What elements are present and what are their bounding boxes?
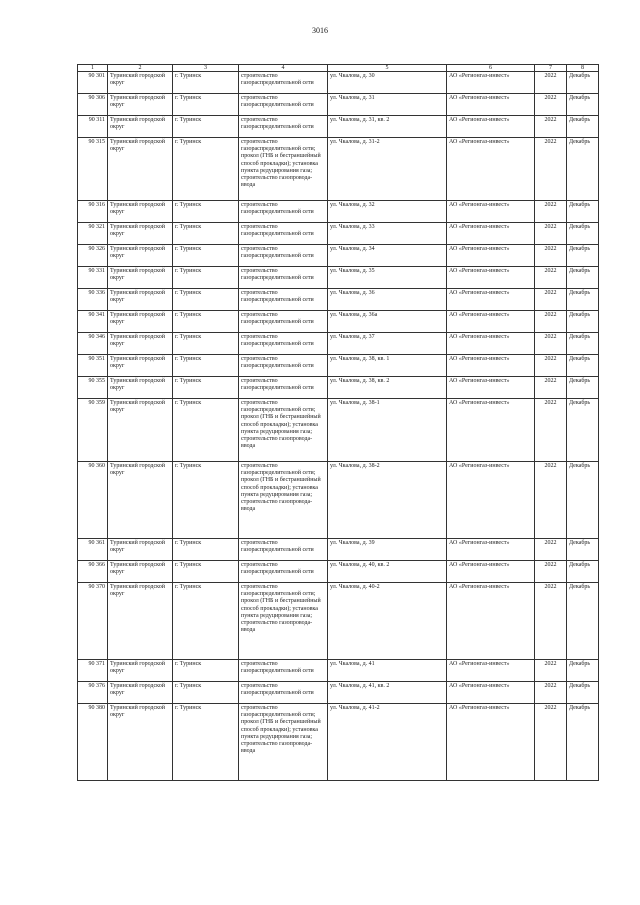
district-cell: Туринский городской округ: [108, 682, 173, 704]
table-row: [78, 462, 599, 539]
address-cell: ул. Чкалова, д. 36а: [328, 311, 447, 333]
locality-cell: г. Туринск: [173, 94, 239, 116]
address-cell: ул. Чкалова, д. 31: [328, 94, 447, 116]
locality-cell: г. Туринск: [173, 561, 239, 583]
table-row: [78, 660, 599, 682]
locality-cell: г. Туринск: [173, 399, 239, 462]
work-description-cell: строительство газораспределительной сети; прокол (ГНБ и бестраншейный способ прокладки); установка пункта редуцирования газа; строительство газопровода-ввода: [239, 399, 328, 462]
month-cell: Декабрь: [567, 72, 599, 94]
address-cell: ул. Чкалова, д. 30: [328, 72, 447, 94]
work-description-cell: строительство газораспределительной сети: [239, 377, 328, 399]
locality-cell: г. Туринск: [173, 539, 239, 561]
table-row: [78, 116, 599, 138]
district-cell: Туринский городской округ: [108, 462, 173, 539]
district-cell: Туринский городской округ: [108, 311, 173, 333]
locality-cell: г. Туринск: [173, 72, 239, 94]
month-cell: Декабрь: [567, 462, 599, 539]
organization-cell: АО «Регионгаз-инвест»: [447, 355, 535, 377]
page-number: 3016: [312, 26, 328, 35]
column-number: 2: [108, 65, 173, 72]
year-cell: 2022: [535, 355, 567, 377]
column-number: 4: [239, 65, 328, 72]
table-row: [78, 201, 599, 223]
month-cell: Декабрь: [567, 333, 599, 355]
month-cell: Декабрь: [567, 94, 599, 116]
organization-cell: АО «Регионгаз-инвест»: [447, 72, 535, 94]
row-id-cell: 90 376: [78, 682, 108, 704]
year-cell: 2022: [535, 539, 567, 561]
organization-cell: АО «Регионгаз-инвест»: [447, 267, 535, 289]
address-cell: ул. Чкалова, д. 41-2: [328, 704, 447, 781]
year-cell: 2022: [535, 377, 567, 399]
address-cell: ул. Чкалова, д. 31, кв. 2: [328, 116, 447, 138]
year-cell: 2022: [535, 583, 567, 660]
work-description-cell: строительство газораспределительной сети: [239, 660, 328, 682]
year-cell: 2022: [535, 94, 567, 116]
address-cell: ул. Чкалова, д. 36: [328, 289, 447, 311]
district-cell: Туринский городской округ: [108, 245, 173, 267]
district-cell: Туринский городской округ: [108, 377, 173, 399]
district-cell: Туринский городской округ: [108, 267, 173, 289]
locality-cell: г. Туринск: [173, 245, 239, 267]
month-cell: Декабрь: [567, 539, 599, 561]
district-cell: Туринский городской округ: [108, 539, 173, 561]
work-description-cell: строительство газораспределительной сети; прокол (ГНБ и бестраншейный способ прокладки); установка пункта редуцирования газа; строительство газопровода-ввода: [239, 583, 328, 660]
table-row: [78, 583, 599, 660]
row-id-cell: 90 351: [78, 355, 108, 377]
month-cell: Декабрь: [567, 377, 599, 399]
month-cell: Декабрь: [567, 116, 599, 138]
row-id-cell: 90 359: [78, 399, 108, 462]
district-cell: Туринский городской округ: [108, 561, 173, 583]
year-cell: 2022: [535, 311, 567, 333]
organization-cell: АО «Регионгаз-инвест»: [447, 333, 535, 355]
row-id-cell: 90 360: [78, 462, 108, 539]
year-cell: 2022: [535, 462, 567, 539]
month-cell: Декабрь: [567, 704, 599, 781]
address-cell: ул. Чкалова, д. 41, кв. 2: [328, 682, 447, 704]
address-cell: ул. Чкалова, д. 40, кв. 2: [328, 561, 447, 583]
column-number: 1: [78, 65, 108, 72]
month-cell: Декабрь: [567, 201, 599, 223]
organization-cell: АО «Регионгаз-инвест»: [447, 539, 535, 561]
month-cell: Декабрь: [567, 138, 599, 201]
month-cell: Декабрь: [567, 223, 599, 245]
address-cell: ул. Чкалова, д. 37: [328, 333, 447, 355]
row-id-cell: 90 366: [78, 561, 108, 583]
year-cell: 2022: [535, 682, 567, 704]
district-cell: Туринский городской округ: [108, 116, 173, 138]
year-cell: 2022: [535, 201, 567, 223]
gasification-schedule-table: [77, 64, 599, 781]
address-cell: ул. Чкалова, д. 38, кв. 1: [328, 355, 447, 377]
locality-cell: г. Туринск: [173, 660, 239, 682]
locality-cell: г. Туринск: [173, 201, 239, 223]
work-description-cell: строительство газораспределительной сети: [239, 355, 328, 377]
year-cell: 2022: [535, 245, 567, 267]
table-body: [78, 65, 599, 781]
year-cell: 2022: [535, 138, 567, 201]
table-row: [78, 355, 599, 377]
address-cell: ул. Чкалова, д. 39: [328, 539, 447, 561]
row-id-cell: 90 346: [78, 333, 108, 355]
organization-cell: АО «Регионгаз-инвест»: [447, 311, 535, 333]
organization-cell: АО «Регионгаз-инвест»: [447, 660, 535, 682]
year-cell: 2022: [535, 399, 567, 462]
month-cell: Декабрь: [567, 355, 599, 377]
table-row: [78, 72, 599, 94]
organization-cell: АО «Регионгаз-инвест»: [447, 462, 535, 539]
organization-cell: АО «Регионгаз-инвест»: [447, 704, 535, 781]
column-number-row: [78, 65, 599, 72]
address-cell: ул. Чкалова, д. 31-2: [328, 138, 447, 201]
organization-cell: АО «Регионгаз-инвест»: [447, 561, 535, 583]
year-cell: 2022: [535, 72, 567, 94]
locality-cell: г. Туринск: [173, 682, 239, 704]
column-number: 8: [567, 65, 599, 72]
work-description-cell: строительство газораспределительной сети: [239, 539, 328, 561]
address-cell: ул. Чкалова, д. 38-2: [328, 462, 447, 539]
address-cell: ул. Чкалова, д. 41: [328, 660, 447, 682]
table-row: [78, 399, 599, 462]
work-description-cell: строительство газораспределительной сети: [239, 682, 328, 704]
district-cell: Туринский городской округ: [108, 94, 173, 116]
row-id-cell: 90 311: [78, 116, 108, 138]
row-id-cell: 90 370: [78, 583, 108, 660]
locality-cell: г. Туринск: [173, 583, 239, 660]
district-cell: Туринский городской округ: [108, 355, 173, 377]
district-cell: Туринский городской округ: [108, 223, 173, 245]
locality-cell: г. Туринск: [173, 289, 239, 311]
work-description-cell: строительство газораспределительной сети; прокол (ГНБ и бестраншейный способ прокладки); установка пункта редуцирования газа; строительство газопровода-ввода: [239, 138, 328, 201]
table-row: [78, 561, 599, 583]
work-description-cell: строительство газораспределительной сети: [239, 223, 328, 245]
month-cell: Декабрь: [567, 660, 599, 682]
work-description-cell: строительство газораспределительной сети: [239, 116, 328, 138]
table-row: [78, 267, 599, 289]
organization-cell: АО «Регионгаз-инвест»: [447, 138, 535, 201]
table-row: [78, 311, 599, 333]
district-cell: Туринский городской округ: [108, 660, 173, 682]
organization-cell: АО «Регионгаз-инвест»: [447, 377, 535, 399]
month-cell: Декабрь: [567, 311, 599, 333]
table-row: [78, 333, 599, 355]
locality-cell: г. Туринск: [173, 333, 239, 355]
year-cell: 2022: [535, 333, 567, 355]
table-row: [78, 245, 599, 267]
table-row: [78, 223, 599, 245]
work-description-cell: строительство газораспределительной сети: [239, 201, 328, 223]
year-cell: 2022: [535, 289, 567, 311]
month-cell: Декабрь: [567, 289, 599, 311]
row-id-cell: 90 336: [78, 289, 108, 311]
year-cell: 2022: [535, 267, 567, 289]
work-description-cell: строительство газораспределительной сети: [239, 561, 328, 583]
work-description-cell: строительство газораспределительной сети: [239, 333, 328, 355]
district-cell: Туринский городской округ: [108, 201, 173, 223]
table-row: [78, 377, 599, 399]
column-number: 7: [535, 65, 567, 72]
row-id-cell: 90 326: [78, 245, 108, 267]
row-id-cell: 90 371: [78, 660, 108, 682]
year-cell: 2022: [535, 116, 567, 138]
row-id-cell: 90 361: [78, 539, 108, 561]
organization-cell: АО «Регионгаз-инвест»: [447, 682, 535, 704]
locality-cell: г. Туринск: [173, 116, 239, 138]
district-cell: Туринский городской округ: [108, 289, 173, 311]
year-cell: 2022: [535, 704, 567, 781]
address-cell: ул. Чкалова, д. 38-1: [328, 399, 447, 462]
work-description-cell: строительство газораспределительной сети: [239, 311, 328, 333]
year-cell: 2022: [535, 660, 567, 682]
table-row: [78, 682, 599, 704]
row-id-cell: 90 355: [78, 377, 108, 399]
organization-cell: АО «Регионгаз-инвест»: [447, 94, 535, 116]
month-cell: Декабрь: [567, 583, 599, 660]
work-description-cell: строительство газораспределительной сети: [239, 94, 328, 116]
row-id-cell: 90 316: [78, 201, 108, 223]
organization-cell: АО «Регионгаз-инвест»: [447, 223, 535, 245]
table-row: [78, 94, 599, 116]
address-cell: ул. Чкалова, д. 35: [328, 267, 447, 289]
month-cell: Декабрь: [567, 267, 599, 289]
district-cell: Туринский городской округ: [108, 72, 173, 94]
organization-cell: АО «Регионгаз-инвест»: [447, 201, 535, 223]
row-id-cell: 90 341: [78, 311, 108, 333]
work-description-cell: строительство газораспределительной сети; прокол (ГНБ и бестраншейный способ прокладки); установка пункта редуцирования газа; строительство газопровода-ввода: [239, 462, 328, 539]
row-id-cell: 90 301: [78, 72, 108, 94]
work-description-cell: строительство газораспределительной сети: [239, 245, 328, 267]
table-row: [78, 138, 599, 201]
locality-cell: г. Туринск: [173, 704, 239, 781]
table-row: [78, 704, 599, 781]
locality-cell: г. Туринск: [173, 267, 239, 289]
month-cell: Декабрь: [567, 682, 599, 704]
work-description-cell: строительство газораспределительной сети; прокол (ГНБ и бестраншейный способ прокладки); установка пункта редуцирования газа; строительство газопровода-ввода: [239, 704, 328, 781]
table-row: [78, 289, 599, 311]
district-cell: Туринский городской округ: [108, 138, 173, 201]
month-cell: Декабрь: [567, 399, 599, 462]
district-cell: Туринский городской округ: [108, 399, 173, 462]
locality-cell: г. Туринск: [173, 223, 239, 245]
address-cell: ул. Чкалова, д. 33: [328, 223, 447, 245]
district-cell: Туринский городской округ: [108, 583, 173, 660]
column-number: 3: [173, 65, 239, 72]
month-cell: Декабрь: [567, 561, 599, 583]
locality-cell: г. Туринск: [173, 462, 239, 539]
address-cell: ул. Чкалова, д. 38, кв. 2: [328, 377, 447, 399]
table-row: [78, 539, 599, 561]
locality-cell: г. Туринск: [173, 355, 239, 377]
organization-cell: АО «Регионгаз-инвест»: [447, 116, 535, 138]
year-cell: 2022: [535, 223, 567, 245]
organization-cell: АО «Регионгаз-инвест»: [447, 399, 535, 462]
row-id-cell: 90 331: [78, 267, 108, 289]
row-id-cell: 90 306: [78, 94, 108, 116]
organization-cell: АО «Регионгаз-инвест»: [447, 245, 535, 267]
row-id-cell: 90 315: [78, 138, 108, 201]
organization-cell: АО «Регионгаз-инвест»: [447, 289, 535, 311]
row-id-cell: 90 321: [78, 223, 108, 245]
year-cell: 2022: [535, 561, 567, 583]
column-number: 6: [447, 65, 535, 72]
row-id-cell: 90 380: [78, 704, 108, 781]
address-cell: ул. Чкалова, д. 32: [328, 201, 447, 223]
district-cell: Туринский городской округ: [108, 704, 173, 781]
month-cell: Декабрь: [567, 245, 599, 267]
district-cell: Туринский городской округ: [108, 333, 173, 355]
locality-cell: г. Туринск: [173, 311, 239, 333]
work-description-cell: строительство газораспределительной сети: [239, 267, 328, 289]
work-description-cell: строительство газораспределительной сети: [239, 72, 328, 94]
column-number: 5: [328, 65, 447, 72]
address-cell: ул. Чкалова, д. 40-2: [328, 583, 447, 660]
address-cell: ул. Чкалова, д. 34: [328, 245, 447, 267]
locality-cell: г. Туринск: [173, 138, 239, 201]
work-description-cell: строительство газораспределительной сети: [239, 289, 328, 311]
organization-cell: АО «Регионгаз-инвест»: [447, 583, 535, 660]
locality-cell: г. Туринск: [173, 377, 239, 399]
